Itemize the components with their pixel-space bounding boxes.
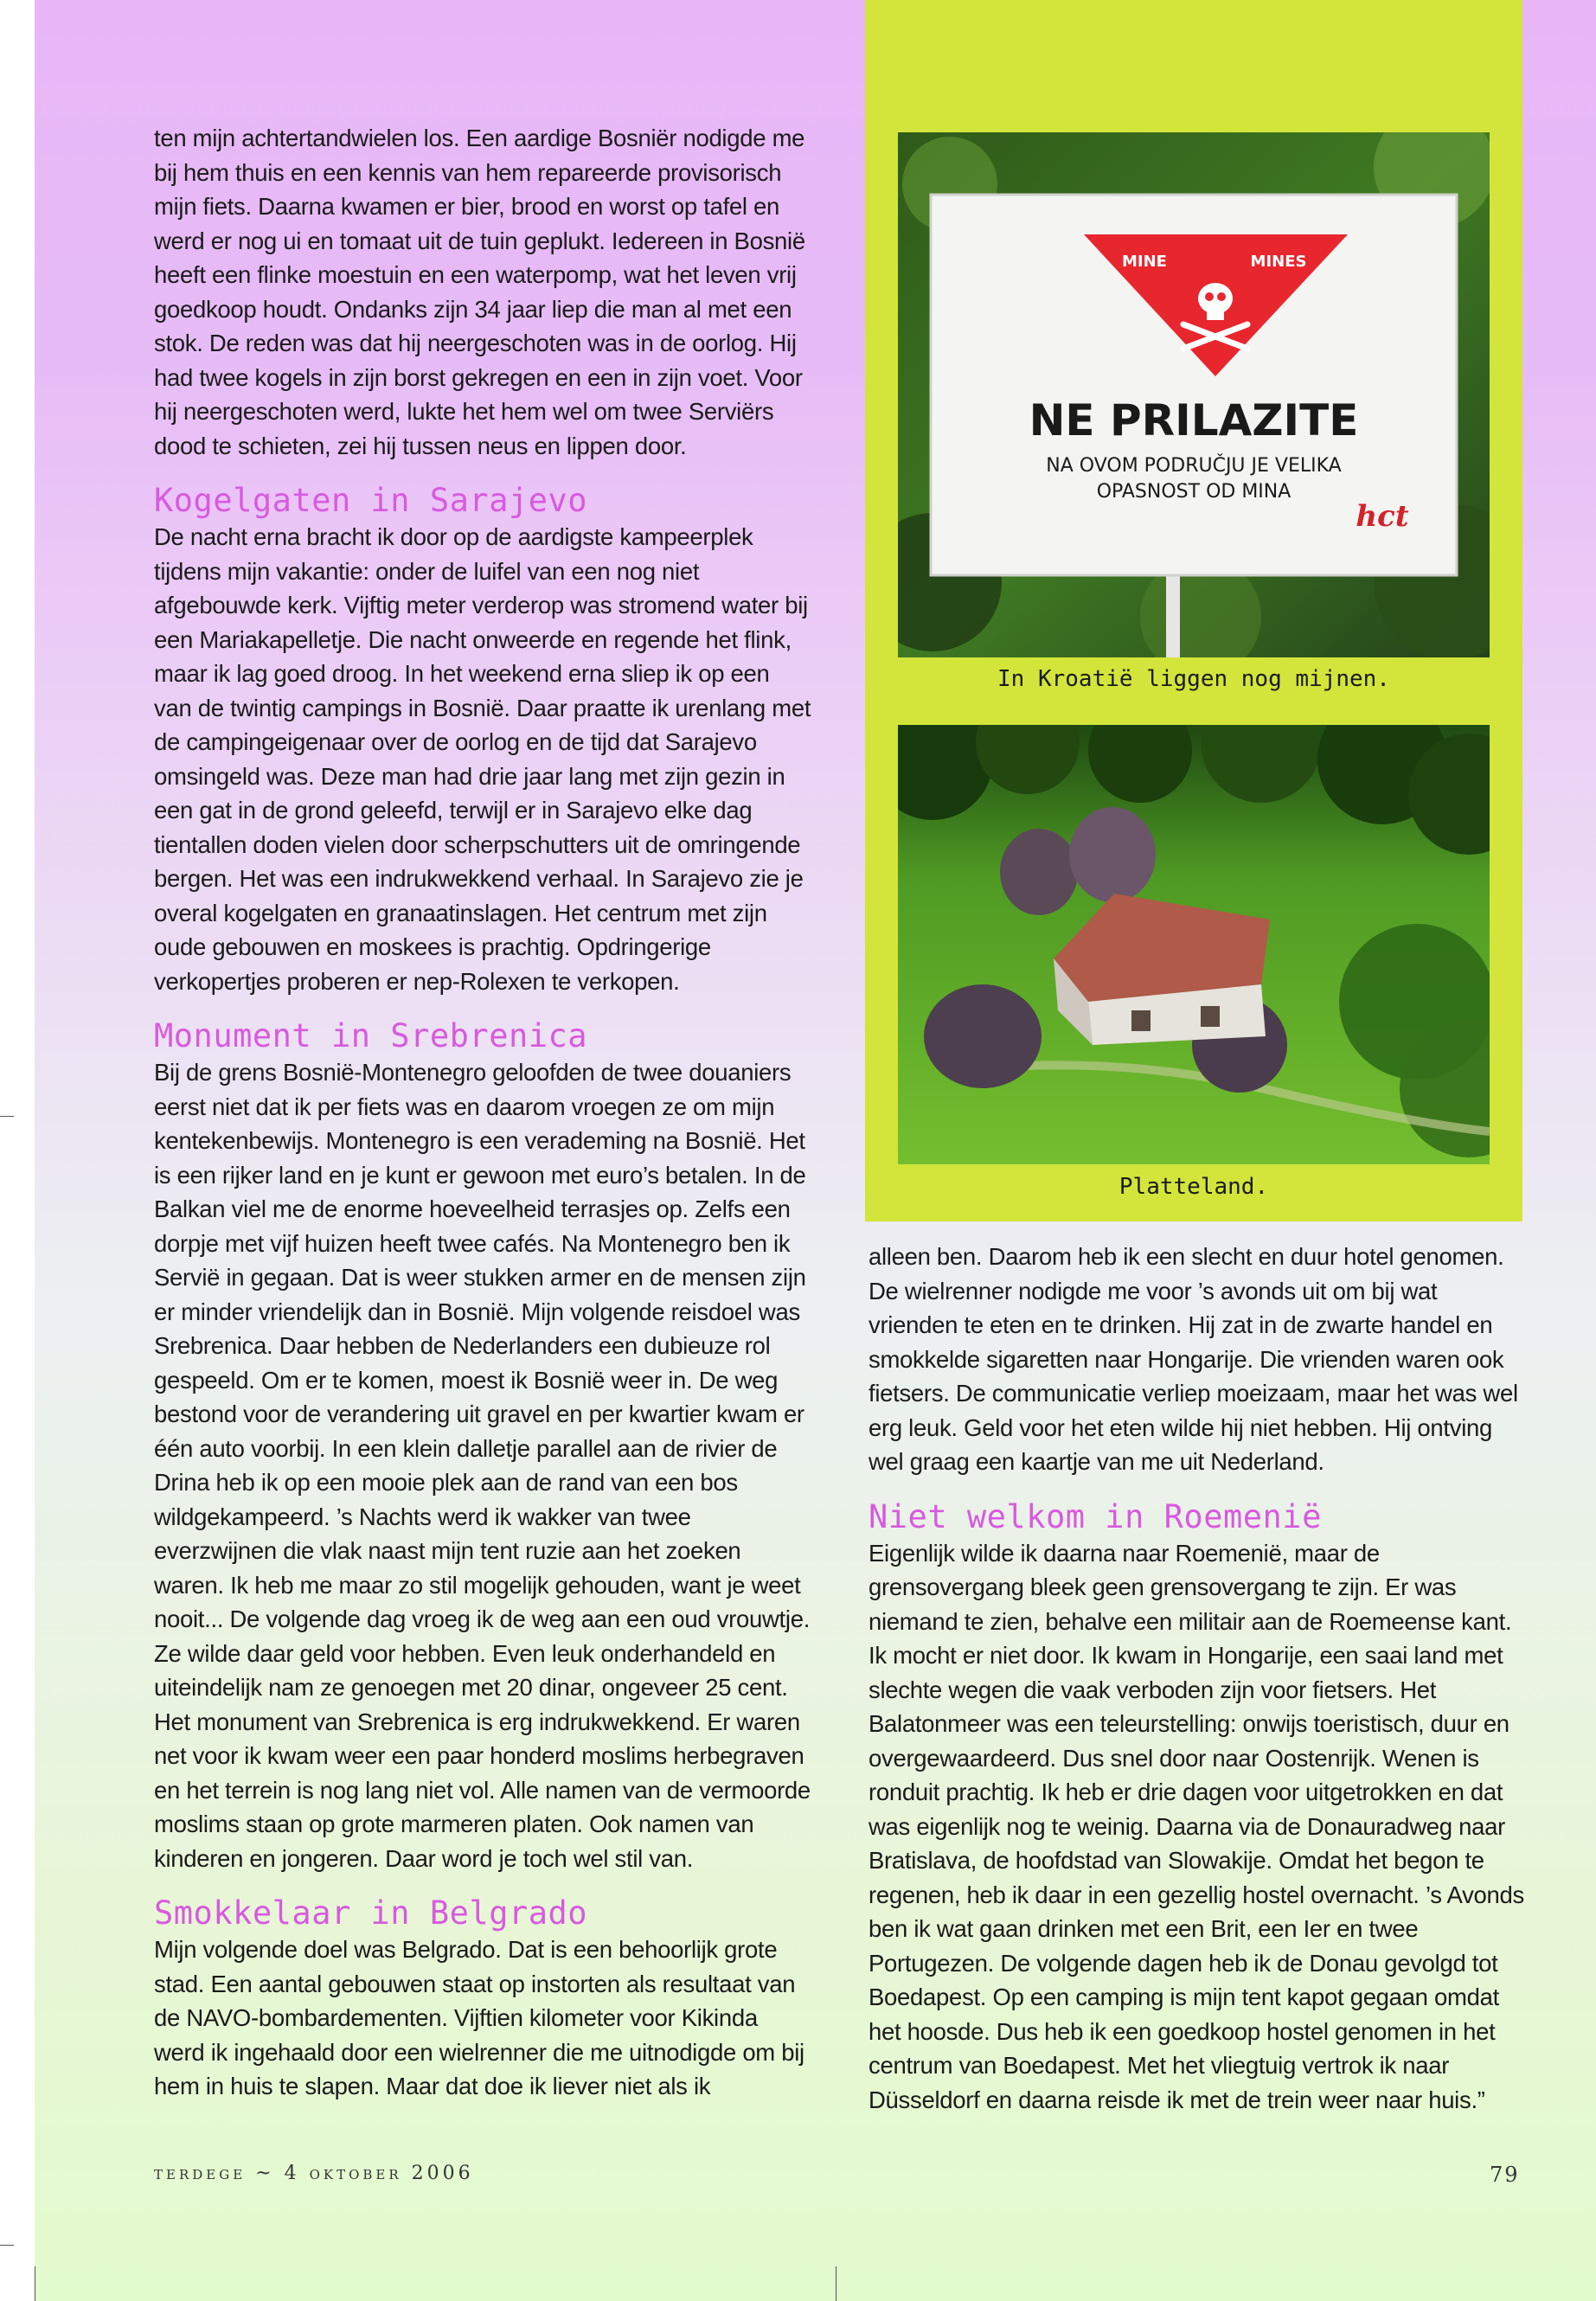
crop-mark: [0, 2245, 14, 2246]
srebrenica-paragraph-2: Het monument van Srebrenica is erg indrukwekkend. Er waren net voor ik kwam weer een paar honderd moslims herbegraven en het terrein is nog lang niet vol. Alle namen van de vermoorde moslims staan op grote marmeren platen. Ook namen van kinderen en jongeren. Daar word je toch wel stil van.: [154, 1708, 811, 1872]
sign-mine-text: MINE: [1122, 253, 1167, 271]
intro-paragraph: ten mijn achtertandwielen los. Een aardige Bosniër nodigde me bij hem thuis en een kennis van hem repareerde provisorisch mijn fiets. Daarna kwamen er bier, brood en worst op tafel en werd er nog ui en tomaat uit de tuin geplukt. Iedereen in Bosnië heeft een flinke moestuin en een waterpomp, wat het leven vrij goedkoop houdt. Ondanks zijn 34 jaar liep die man al met een stok. De reden was dat hij neergeschoten was in de oorlog. Hij had twee kogels in zijn borst gekregen en een in zijn voet. Voor hij neergeschoten werd, lukte het hem wel om twee Serviërs dood te schieten, zei hij tussen neus en lippen door.: [154, 125, 805, 459]
sign-headline: NE PRILAZITE: [1029, 395, 1359, 445]
countryside-illustration: [898, 725, 1490, 1164]
mine-sign-photo: [898, 132, 1490, 657]
section-heading-sarajevo: Kogelgaten in Sarajevo: [154, 482, 588, 519]
sign-logo: hct: [1356, 499, 1409, 534]
section-heading-srebrenica: Monument in Srebrenica: [154, 1017, 588, 1054]
right-column: [869, 1240, 1526, 2117]
page-number: 79: [1490, 2163, 1520, 2187]
roemenie-paragraph: Eigenlijk wilde ik daarna naar Roemenië, maar de grensovergang bleek geen grensovergang te zijn. Er was niemand te zien, behalve een militair aan de Roemeense kant. Ik mocht er niet door. Ik kwam in Hongarije, een saai land met slechte wegen die vaak verboden zijn voor fietsers. Het Balatonmeer was een teleurstelling: onwijs toeristisch, duur en overgewaardeerd. Dus snel door naar Oostenrijk. Wenen is ronduit prachtig. Ik heb er drie dagen voor uitgetrokken en dat was eigenlijk nog te weinig. Daarna via de Donauradweg naar Bratislava, de hoofdstad van Slowakije. Omdat het begon te regenen, heb ik daar in een gezellig hostel overnacht. ’s Avonds ben ik wat gaan drinken met een Brit, een Ier en twee Portugezen. De volgende dagen heb ik de Donau gevolgd tot Boedapest. Op een camping is mijn tent kapot gegaan omdat het hoosde. Dus heb ik een goedkoop hostel genomen in het centrum van Boedapest. Met het vliegtuig vertrok ik naar Düsseldorf en daarna reisde ik met de trein weer naar huis.”: [869, 1539, 1524, 2113]
sign-line-2: OPASNOST OD MINA: [1096, 481, 1292, 503]
srebrenica-paragraph-1: Bij de grens Bosnië-Montenegro geloofden de twee douaniers eerst niet dat ik per fiets was en daarom vroegen ze om mijn kentekenbewijs. Montenegro is een verademing na Bosnië. Het is een rijker land en je kunt er gewoon met euro’s betalen. In de Balkan viel me de enorme hoeveelheid terrasjes op. Zelfs een dorpje met vijf huizen heeft twee cafés. Na Montenegro ben ik Servië in gegaan. Dat is weer stukken armer en de mensen zijn er minder vriendelijk dan in Bosnië. Mijn volgende reisdoel was Srebrenica. Daar hebben de Nederlanders een dubieuze rol gespeeld. Om er te komen, moest ik Bosnië weer in. De weg bestond voor de verandering uit gravel en per kwartier kwam er één auto voorbij. In een klein dalletje parallel aan de rivier de Drina heb ik op een mooie plek aan de rand van een bos wildgekampeerd. ’s Nachts werd ik wakker van twee everzwijnen die vlak naast mijn tent ruzie aan het zoeken waren. Ik heb me maar zo stil mogelijk gehouden, want je weet nooit... De volgende dag vroeg ik de weg aan een oud vrouwtje. Ze wilde daar geld voor hebben. Even leuk onderhandeld en uiteindelijk nam ze genoegen met 20 dinar, ongeveer 25 cent.: [154, 1059, 811, 1701]
sign-line-1: NA OVOM PODRUČJU JE VELIKA: [1046, 455, 1342, 477]
section-heading-roemenie: Niet welkom in Roemenië: [869, 1497, 1322, 1535]
belgrado-paragraph: Mijn volgende doel was Belgrado. Dat is een behoorlijk grote stad. Een aantal gebouwen staat op instorten als resultaat van de NAVO-bombardementen. Vijftien kilometer voor Kikinda werd ik ingehaald door een wielrenner die me uitnodigde om bij hem in huis te slapen. Maar dat doe ik liever niet als ik: [154, 1936, 804, 2099]
mine-sign-caption: In Kroatië liggen nog mijnen.: [997, 666, 1390, 692]
left-column: [154, 121, 811, 2104]
countryside-caption: Platteland.: [1118, 1174, 1269, 1200]
sign-mines-text: MINES: [1250, 253, 1307, 271]
crop-mark: [0, 1116, 14, 1117]
belgrado-continuation-paragraph: alleen ben. Daarom heb ik een slecht en duur hotel genomen. De wielrenner nodigde me voor ’s avonds uit om bij wat vrienden te eten en te drinken. Hij zat in de zwarte handel en smokkelde sigaretten naar Hongarije. Die vrienden waren ook fietsers. De communicatie verliep moeizaam, maar het was wel erg leuk. Geld voor het eten wilde hij niet hebben. Hij ontving wel graag een kaartje van me uit Nederland.: [869, 1243, 1518, 1475]
countryside-photo: [898, 725, 1490, 1164]
publication-footer: terdege ~ 4 oktober 2006: [154, 2163, 474, 2184]
section-heading-belgrado: Smokkelaar in Belgrado: [154, 1894, 588, 1932]
mine-sign-illustration: [898, 132, 1490, 657]
page-margin: [0, 0, 35, 2301]
sarajevo-paragraph: De nacht erna bracht ik door op de aardigste kampeerplek tijdens mijn vakantie: onder de luifel van een nog niet afgebouwde kerk. Vijftig meter verderop was stromend water bij een Mariakapelletje. Die nacht onweerde en regende het flink, maar ik lag goed droog. In het weekend erna sliep ik op een van de twintig campings in Bosnië. Daar praatte ik urenlang met de campingeigenaar over de oorlog en de tijd dat Sarajevo omsingeld was. Deze man had drie jaar lang met zijn gezin in een gat in de grond geleefd, terwijl er in Sarajevo elke dag tientallen doden vielen door scherpschutters uit de omringende bergen. Het was een indrukwekkend verhaal. In Sarajevo zie je overal kogelgaten en granaatinslagen. Het centrum met zijn oude gebouwen en moskees is prachtig. Opdringerige verkopertjes proberen er nep-Rolexen te verkopen.: [154, 523, 811, 995]
